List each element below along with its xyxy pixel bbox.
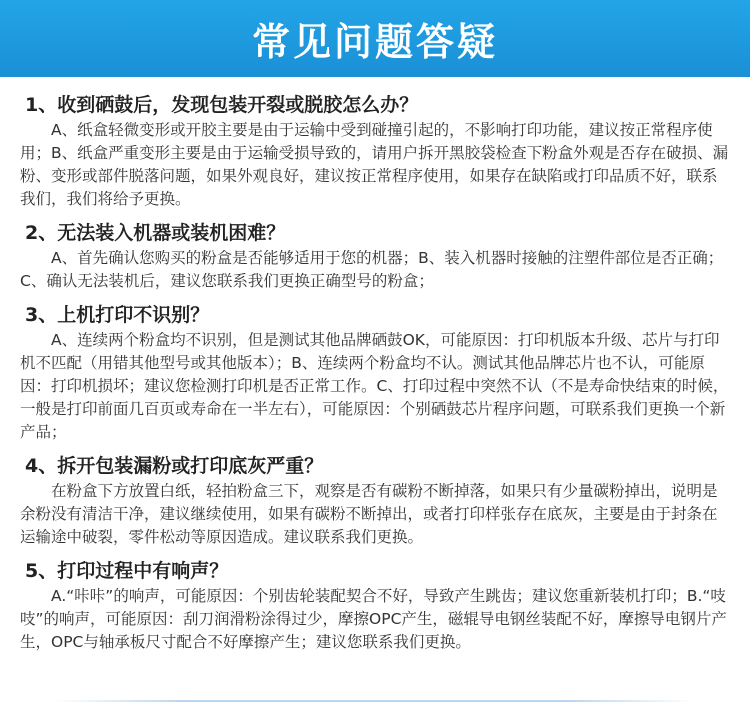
faq-list — [20, 92, 732, 663]
header-banner — [0, 0, 750, 77]
bottom-divider — [55, 700, 695, 702]
faq-item-5 — [20, 558, 732, 654]
faq-answer: A、纸盒轻微变形或开胶主要是由于运输中受到碰撞引起的，不影响打印功能，建议按正常程序使用；B、纸盒严重变形主要是由于运输受损导致的，请用户拆开黑胶袋检查下粉盒外观是否存在破损、漏粉、变形或部件脱落问题，如果外观良好，建议按正常程序使用，如果存在缺陷或打印品质不好，联系我们，我们将给予更换。 — [20, 121, 729, 208]
faq-item-2 — [20, 220, 732, 293]
faq-question: 1、收到硒鼓后，发现包装开裂或脱胶怎么办？ — [25, 94, 419, 116]
faq-item-3 — [20, 302, 732, 444]
faq-answer: A、连续两个粉盒均不识别，但是测试其他品牌硒鼓OK，可能原因：打印机版本升级、芯片与打印机不匹配（用错其他型号或其他版本）；B、连续两个粉盒均不认。测试其他品牌芯片也不认，可能原因：打印机损坏；建议您检测打印机是否正常工作。C、打印过程中突然不认（不是寿命快结束的时候，一般是打印前面几百页或寿命在一半左右），可能原因：个别硒鼓芯片程序问题，可联系我们更换一个新产品； — [20, 331, 729, 441]
page-title: 常见问题答疑 — [251, 20, 498, 64]
faq-answer: A.“咔咔”的响声，可能原因：个别齿轮装配契合不好，导致产生跳齿；建议您重新装机打印；B.“吱吱”的响声，可能原因：刮刀润滑粉涂得过少，摩擦OPC产生，磁辊导电钢丝装配不好，摩擦导电钢片产生，OPC与轴承板尺寸配合不好摩擦产生；建议您联系我们更换。 — [20, 587, 727, 651]
faq-answer: A、首先确认您购买的粉盒是否能够适用于您的机器；B、装入机器时接触的注塑件部位是否正确；C、确认无法装机后，建议您联系我们更换正确型号的粉盒； — [20, 249, 724, 290]
faq-answer: 在粉盒下方放置白纸，轻拍粉盒三下，观察是否有碳粉不断掉落，如果只有少量碳粉掉出，说明是余粉没有清洁干净，建议继续使用，如果有碳粉不断掉出，或者打印样张存在底灰，主要是由于封条在运输途中破裂，零件松动等原因造成。建议联系我们更换。 — [20, 482, 718, 546]
faq-question: 3、上机打印不识别？ — [25, 304, 210, 326]
faq-question: 5、打印过程中有响声？ — [25, 560, 229, 582]
faq-question: 2、无法装入机器或装机困难？ — [25, 222, 286, 244]
faq-item-4 — [20, 453, 732, 549]
faq-question: 4、拆开包装漏粉或打印底灰严重？ — [25, 455, 324, 477]
faq-item-1 — [20, 92, 732, 211]
